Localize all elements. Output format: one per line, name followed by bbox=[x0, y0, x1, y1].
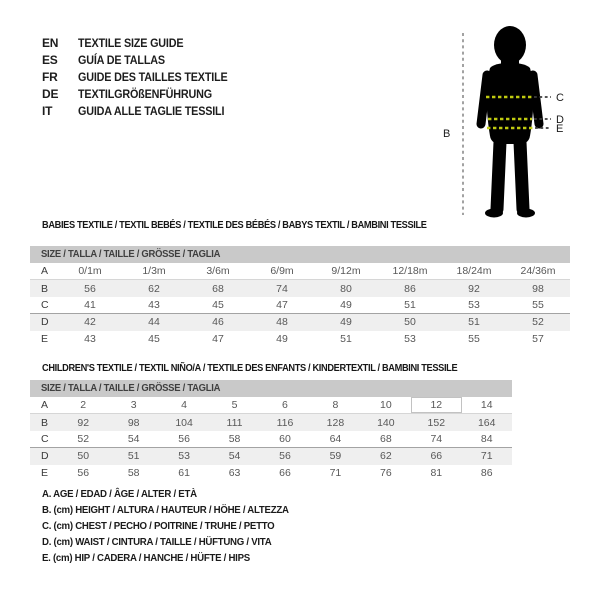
waist-label: D bbox=[556, 114, 564, 126]
table-row bbox=[30, 431, 512, 448]
table-cell: 80 bbox=[340, 282, 352, 295]
table-cell: 58 bbox=[127, 466, 140, 479]
legend-line: E. (cm) HIP / CADERA / HANCHE / HÜFTE / HIPS bbox=[42, 552, 250, 564]
measurement-legend bbox=[42, 486, 310, 566]
child-silhouette bbox=[481, 26, 539, 218]
table-cell: 128 bbox=[326, 416, 345, 429]
table-cell: 66 bbox=[279, 466, 291, 479]
table-cell: 12 bbox=[411, 397, 461, 413]
language-row bbox=[42, 52, 244, 69]
table-cell: 50 bbox=[77, 450, 90, 463]
table-cell: 56 bbox=[279, 450, 291, 463]
table-cell: 63 bbox=[228, 466, 241, 479]
table-cell: 55 bbox=[532, 298, 544, 311]
language-list bbox=[42, 35, 244, 120]
table-cell: 54 bbox=[228, 450, 241, 463]
babies-table-size-header: SIZE / TALLA / TAILLE / GRÖSSE / TAGLIA bbox=[30, 246, 570, 263]
table-cell: 51 bbox=[127, 450, 140, 463]
row-label: C bbox=[41, 298, 49, 311]
table-cell: 50 bbox=[404, 316, 416, 329]
table-cell: 56 bbox=[77, 466, 90, 479]
table-cell: 59 bbox=[329, 450, 342, 463]
table-cell: 68 bbox=[380, 432, 392, 445]
table-cell: 56 bbox=[178, 432, 190, 445]
table-cell: 46 bbox=[212, 316, 224, 329]
table-cell: 0/1m bbox=[78, 265, 102, 278]
chest-label: C bbox=[556, 92, 564, 104]
row-label: E bbox=[41, 466, 49, 479]
table-cell: 45 bbox=[212, 298, 224, 311]
table-row bbox=[30, 331, 570, 347]
table-cell: 47 bbox=[276, 298, 288, 311]
table-cell: 53 bbox=[404, 332, 416, 345]
language-title: GUIDE DES TAILLES TEXTILE bbox=[78, 70, 228, 84]
table-cell: 47 bbox=[212, 332, 224, 345]
table-cell: 98 bbox=[532, 282, 544, 295]
children-section-title: CHILDREN'S TEXTILE / TEXTIL NIÑO/A / TEXTILE DES ENFANTS / KINDERTEXTIL / BAMBINI TESSILE bbox=[42, 362, 458, 374]
language-row bbox=[42, 86, 244, 103]
table-cell: 92 bbox=[468, 282, 480, 295]
table-cell: 51 bbox=[340, 332, 352, 345]
row-label: B bbox=[41, 282, 49, 295]
table-cell: 61 bbox=[178, 466, 190, 479]
table-cell: 12/18m bbox=[392, 265, 428, 278]
table-cell: 53 bbox=[178, 450, 190, 463]
table-cell: 140 bbox=[377, 416, 395, 429]
language-title: TEXTILGRÖßENFÜHRUNG bbox=[78, 87, 212, 101]
table-cell: 43 bbox=[148, 298, 160, 311]
language-code: EN bbox=[42, 36, 59, 50]
language-title: GUÍA DE TALLAS bbox=[78, 53, 165, 67]
children-table-size-header: SIZE / TALLA / TAILLE / GRÖSSE / TAGLIA bbox=[30, 380, 512, 397]
table-cell: 3 bbox=[130, 399, 137, 412]
table-cell: 152 bbox=[427, 416, 446, 429]
table-row bbox=[30, 314, 570, 330]
table-cell: 84 bbox=[480, 432, 493, 445]
table-cell: 24/36m bbox=[520, 265, 556, 278]
table-cell: 66 bbox=[430, 450, 443, 463]
row-label: D bbox=[41, 316, 49, 329]
table-cell: 49 bbox=[276, 332, 288, 345]
table-cell: 71 bbox=[480, 450, 493, 463]
table-cell: 43 bbox=[84, 332, 96, 345]
language-title: GUIDA ALLE TAGLIE TESSILI bbox=[78, 104, 225, 118]
legend-line: C. (cm) CHEST / PECHO / POITRINE / TRUHE / PETTO bbox=[42, 520, 275, 532]
table-cell: 14 bbox=[480, 399, 493, 412]
table-cell: 56 bbox=[84, 282, 96, 295]
row-label: C bbox=[41, 432, 49, 445]
table-row bbox=[30, 448, 512, 464]
table-cell: 6/9m bbox=[270, 265, 294, 278]
table-row bbox=[30, 263, 570, 280]
table-cell: 42 bbox=[84, 316, 96, 329]
table-row bbox=[30, 414, 512, 430]
table-cell: 68 bbox=[212, 282, 224, 295]
table-cell: 52 bbox=[532, 316, 544, 329]
table-cell: 2 bbox=[80, 399, 87, 412]
row-label: E bbox=[41, 332, 49, 345]
table-cell: 64 bbox=[329, 432, 342, 445]
table-cell: 57 bbox=[532, 332, 544, 345]
language-title: TEXTILE SIZE GUIDE bbox=[78, 36, 184, 50]
table-cell: 60 bbox=[279, 432, 291, 445]
babies-section-title: BABIES TEXTILE / TEXTIL BEBÉS / TEXTILE DES BÉBÉS / BABYS TEXTIL / BAMBINI TESSILE bbox=[42, 219, 427, 231]
height-label: B bbox=[443, 128, 451, 140]
row-label: D bbox=[41, 450, 49, 463]
language-code: ES bbox=[42, 53, 58, 67]
row-label: A bbox=[41, 265, 49, 278]
table-row bbox=[30, 280, 570, 296]
table-cell: 44 bbox=[148, 316, 160, 329]
table-cell: 45 bbox=[148, 332, 160, 345]
hip-label: E bbox=[556, 123, 564, 135]
language-code: IT bbox=[42, 104, 53, 118]
table-cell: 76 bbox=[380, 466, 392, 479]
table-cell: 71 bbox=[329, 466, 342, 479]
table-cell: 62 bbox=[380, 450, 392, 463]
table-cell: 74 bbox=[430, 432, 443, 445]
table-cell: 9/12m bbox=[331, 265, 361, 278]
table-cell: 92 bbox=[77, 416, 90, 429]
table-cell: 53 bbox=[468, 298, 480, 311]
children-table-body bbox=[30, 397, 512, 481]
table-cell: 54 bbox=[127, 432, 140, 445]
table-cell: 4 bbox=[181, 399, 188, 412]
table-cell: 111 bbox=[226, 416, 243, 429]
table-cell: 49 bbox=[340, 298, 352, 311]
babies-size-table bbox=[30, 246, 570, 347]
table-cell: 62 bbox=[148, 282, 160, 295]
table-cell: 98 bbox=[127, 416, 140, 429]
table-cell: 51 bbox=[404, 298, 416, 311]
child-silhouette-figure bbox=[430, 12, 590, 227]
legend-line: D. (cm) WAIST / CINTURA / TAILLE / HÜFTUNG / VITA bbox=[42, 536, 272, 548]
table-cell: 5 bbox=[231, 399, 238, 412]
table-cell: 48 bbox=[276, 316, 288, 329]
babies-table-body bbox=[30, 263, 570, 347]
table-cell: 41 bbox=[84, 298, 96, 311]
table-cell: 104 bbox=[175, 416, 193, 429]
table-cell: 55 bbox=[468, 332, 480, 345]
language-code: DE bbox=[42, 87, 59, 101]
row-label: B bbox=[41, 416, 49, 429]
table-row bbox=[30, 397, 512, 414]
table-cell: 18/24m bbox=[456, 265, 492, 278]
children-size-table bbox=[30, 380, 512, 481]
language-row bbox=[42, 35, 244, 52]
legend-line: B. (cm) HEIGHT / ALTURA / HAUTEUR / HÖHE / ALTEZZA bbox=[42, 504, 289, 516]
table-row bbox=[30, 297, 570, 314]
table-row bbox=[30, 465, 512, 481]
table-cell: 10 bbox=[380, 399, 392, 412]
table-cell: 86 bbox=[480, 466, 493, 479]
table-cell: 1/3m bbox=[142, 265, 166, 278]
table-cell: 3/6m bbox=[206, 265, 230, 278]
table-cell: 58 bbox=[228, 432, 241, 445]
language-row bbox=[42, 103, 244, 120]
table-cell: 52 bbox=[77, 432, 90, 445]
table-cell: 49 bbox=[340, 316, 352, 329]
table-cell: 86 bbox=[404, 282, 416, 295]
table-cell: 8 bbox=[332, 399, 339, 412]
language-code: FR bbox=[42, 70, 58, 84]
table-cell: 116 bbox=[276, 416, 294, 429]
table-cell: 164 bbox=[477, 416, 496, 429]
legend-line: A. AGE / EDAD / ÂGE / ALTER / ETÀ bbox=[42, 488, 197, 500]
row-label: A bbox=[41, 399, 49, 412]
table-cell: 51 bbox=[468, 316, 480, 329]
language-row bbox=[42, 69, 244, 86]
table-cell: 74 bbox=[276, 282, 288, 295]
table-cell: 6 bbox=[282, 399, 288, 412]
table-cell: 81 bbox=[430, 466, 443, 479]
